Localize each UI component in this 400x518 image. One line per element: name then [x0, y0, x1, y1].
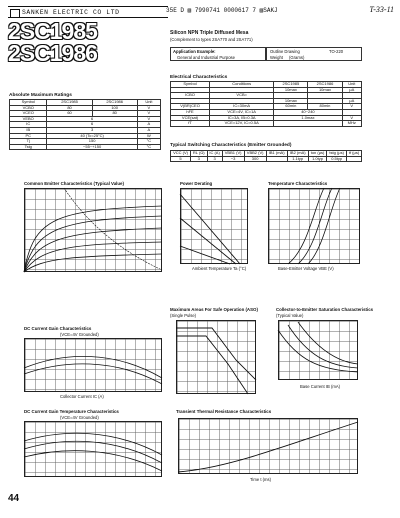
switching-title: Typical Switching Characteristics (Emitter Grounded)	[170, 143, 292, 148]
thermal-resistance-curve	[178, 418, 358, 474]
table-header-cell: tf (μs)	[347, 151, 362, 157]
table-header-cell: 2SC1986	[92, 100, 137, 106]
table-cell: 1.0typ	[308, 156, 327, 162]
table-cell: 80	[92, 111, 137, 117]
table-cell: IB	[10, 127, 47, 133]
table-cell: VCE(sat)	[171, 115, 210, 121]
table-cell: 6	[47, 116, 137, 122]
table-cell: V	[137, 111, 160, 117]
table-cell: V	[137, 105, 160, 111]
table-cell: 3	[47, 127, 137, 133]
chart-subtitle: (Typical Value)	[276, 313, 304, 318]
elec-title: Electrical Characteristics	[170, 75, 228, 80]
table-header-cell: ton (μs)	[308, 151, 327, 157]
table-cell: 5	[171, 156, 191, 162]
table-cell: VCBO	[10, 105, 47, 111]
table-cell: °C	[137, 139, 160, 145]
saturation-curves	[278, 320, 358, 380]
table-row	[171, 156, 362, 162]
table-cell: V	[137, 116, 160, 122]
table-cell: 80	[47, 105, 92, 111]
model-number-1: 2SC1985	[8, 18, 97, 44]
table-header-cell: VCC (V)	[171, 151, 191, 157]
application-label: Application Example:	[173, 49, 216, 54]
table-cell: VEBO	[10, 116, 47, 122]
table-cell: V(BR)CEO	[171, 104, 210, 110]
x-axis-label: Base Current IB (mA)	[300, 384, 341, 389]
chart-title: DC Current Gain Characteristics	[24, 326, 92, 331]
chart-title: Collector-to-Emitter Saturation Characteristics	[276, 307, 374, 312]
table-cell: 60min	[274, 104, 308, 110]
table-header-cell: 2SC1985	[47, 100, 92, 106]
table-cell: 0.5typ	[327, 156, 347, 162]
aso-curves	[176, 320, 256, 394]
table-cell: 3	[207, 156, 222, 162]
table-cell: 100	[92, 105, 137, 111]
table-cell: fT	[171, 121, 210, 127]
table-cell: V	[342, 115, 361, 121]
table-cell: Tstg	[10, 144, 47, 150]
table-row	[171, 121, 362, 127]
table-cell: V	[342, 104, 361, 110]
page-number: 44	[8, 493, 20, 504]
device-title: Silicon NPN Triple Diffused Mesa	[170, 30, 249, 36]
table-cell: μA	[342, 98, 361, 104]
table-header-cell: IB2 (mA)	[287, 151, 308, 157]
table-cell: IC	[10, 122, 47, 128]
table-header-cell: RL (Ω)	[191, 151, 208, 157]
table-cell: IC=30mA	[210, 104, 274, 110]
table-header-cell: Unit	[137, 100, 160, 106]
table-cell: 6	[47, 122, 137, 128]
table-header-cell: IC (A)	[207, 151, 222, 157]
header-code-line: 35E D ▨ 7990741 0000617 7 ▨SAKJ	[166, 7, 278, 14]
table-cell: PC	[10, 133, 47, 139]
outline-label: Outline Drawing	[270, 49, 300, 54]
table-header-cell: IB1 (mA)	[266, 151, 287, 157]
table-cell: VCE=12V, IC=0.5A	[210, 121, 274, 127]
complement-note: (Complement to types 2SA770 and 2SA771)	[170, 37, 253, 42]
table-cell: VCEO	[10, 111, 47, 117]
table-cell: VCB=	[210, 93, 274, 99]
table-cell: A	[137, 127, 160, 133]
table-header-cell: 2SC1985	[274, 82, 308, 88]
table-cell: 10max	[274, 98, 308, 104]
table-cell: IC=3A, IB=0.3A	[210, 115, 274, 121]
table-header-cell: Unit	[342, 82, 361, 88]
table-cell: 300	[244, 156, 266, 162]
table-header-cell: Conditions	[210, 82, 274, 88]
abs-max-title: Absolute Maximum Ratings	[9, 93, 72, 98]
chart-title: Maximum Areas For Safe Operation (ASO)	[170, 307, 258, 312]
table-cell	[274, 121, 342, 127]
table-cell: W	[137, 133, 160, 139]
table-cell: ICBO	[171, 93, 210, 99]
elec-table	[170, 81, 362, 127]
x-axis-label: Base-Emitter Voltage VBE (V)	[278, 266, 334, 271]
brand-header: SANKEN ELECTRIC CO LTD	[8, 6, 168, 18]
chart-title: Common Emitter Characteristics (Typical Value)	[24, 181, 124, 186]
table-cell: 10max	[274, 87, 308, 93]
dc-gain-temp-curves	[24, 421, 162, 477]
table-cell: 1.1typ	[287, 156, 308, 162]
table-cell: 80min	[308, 104, 342, 110]
x-axis-label: Collector Current IC (A)	[60, 394, 104, 399]
table-header-cell: VBB1 (V)	[222, 151, 244, 157]
table-cell	[347, 156, 362, 162]
dc-gain-curves	[24, 338, 162, 392]
chart-title: Power Derating	[180, 181, 213, 186]
weight-label: Weight	[270, 55, 283, 60]
chart-subtitle: (Single Pulse)	[170, 313, 197, 318]
table-cell: 1.0max	[274, 115, 342, 121]
chart-subtitle: (VCE=4V Grounded)	[60, 332, 99, 337]
table-cell: 10max	[308, 87, 342, 93]
table-header-cell: tstg (μs)	[327, 151, 347, 157]
table-row	[10, 144, 161, 150]
table-cell	[266, 156, 287, 162]
table-header-cell: 2SC1986	[308, 82, 342, 88]
application-value: General and Industrial Purpose	[177, 55, 235, 60]
table-cell: A	[137, 122, 160, 128]
table-cell: 3	[191, 156, 208, 162]
table-cell: 40~240	[274, 109, 342, 115]
switching-table	[170, 150, 362, 162]
table-cell: μA	[342, 87, 361, 93]
table-cell: 150	[47, 139, 137, 145]
table-cell: °C	[137, 144, 160, 150]
abs-max-table	[9, 99, 161, 150]
temperature-curves	[268, 188, 360, 264]
chart-title: DC Current Gain Temperature Characteristics	[24, 409, 119, 414]
table-cell: −55~+150	[47, 144, 137, 150]
chart-title: Temperature Characteristics	[268, 181, 328, 186]
power-derating-curves	[180, 188, 248, 264]
weight-value: (Grams)	[289, 55, 305, 60]
table-header-cell: Symbol	[171, 82, 210, 88]
table-header-cell: Symbol	[10, 100, 47, 106]
table-cell: −3	[222, 156, 244, 162]
table-cell: hFE	[171, 109, 210, 115]
table-cell: VCE=4V, IC=1A	[210, 109, 274, 115]
model-number-2: 2SC1986	[8, 40, 97, 66]
table-cell: MHz	[342, 121, 361, 127]
application-box	[170, 47, 266, 61]
chart-title: Transient Thermal Resistance Characteristics	[176, 409, 272, 414]
chart-subtitle: (VCE=4V Grounded)	[60, 415, 99, 420]
table-cell: 40 (Tc=25°C)	[47, 133, 137, 139]
common-emitter-curves	[24, 188, 162, 272]
outline-box	[266, 47, 362, 61]
table-cell: 60	[47, 111, 92, 117]
outline-value: TO-220	[329, 49, 344, 54]
handwritten-annotation: T-33-11	[369, 5, 394, 14]
x-axis-label: Time t (ms)	[250, 477, 272, 482]
table-cell: Tj	[10, 139, 47, 145]
x-axis-label: Ambient Temperature Ta (°C)	[192, 266, 247, 271]
table-header-cell: VBB2 (V)	[244, 151, 266, 157]
